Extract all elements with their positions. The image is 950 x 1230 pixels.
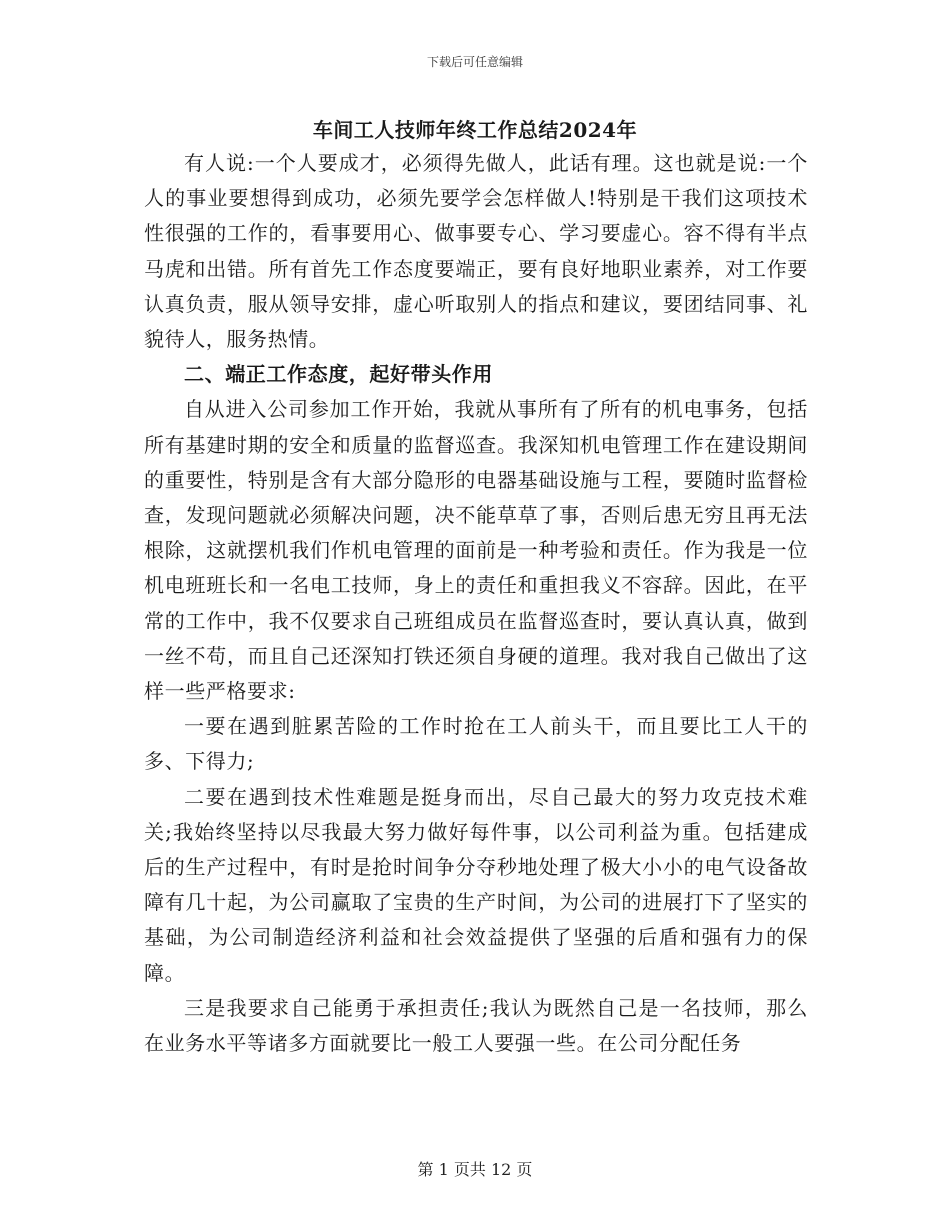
paragraph-requirement-2: 二要在遇到技术性难题是挺身而出，尽自己最大的努力攻克技术难关;我始终坚持以尽我最大努力做好每件事，以公司利益为重。包括建成后的生产过程中，有时是抢时间争分夺秒地处理了极大小小的电气设备故障有几十起，为公司赢取了宝贵的生产时间，为公司的进展打下了坚实的基础，为公司制造经济利益和社会效益提供了坚强的后盾和强有力的保障。 bbox=[144, 784, 808, 985]
paragraph-requirement-1: 一要在遇到脏累苦险的工作时抢在工人前头干，而且要比工人干的多、下得力; bbox=[144, 714, 808, 774]
header-note: 下载后可任意编辑 bbox=[426, 55, 523, 69]
section-heading: 二、端正工作态度，起好带头作用 bbox=[184, 362, 493, 387]
document-body bbox=[144, 146, 808, 1061]
page-footer: 第 1 页共 12 页 bbox=[417, 1160, 533, 1179]
paragraph-intro: 有人说:一个人要成才，必须得先做人，此话有理。这也就是说:一个人的事业要想得到成功，必须先要学会怎样做人!特别是干我们这项技术性很强的工作的，看事要用心、做事要专心、学习要虚心。容不得有半点马虎和出错。所有首先工作态度要端正，要有良好地职业素养，对工作要认真负责，服从领导安排，虚心听取别人的指点和建议，要团结同事、礼貌待人，服务热情。 bbox=[144, 151, 808, 352]
paragraph-work-attitude: 自从进入公司参加工作开始，我就从事所有了所有的机电事务，包括所有基建时期的安全和质量的监督巡查。我深知机电管理工作在建设期间的重要性，特别是含有大部分隐形的电器基础设施与工程，要随时监督检查，发现问题就必须解决问题，决不能草草了事，否则后患无穷且再无法根除，这就摆机我们作机电管理的面前是一种考验和责任。作为我是一位机电班班长和一名电工技师，身上的责任和重担我义不容辞。因此，在平常的工作中，我不仅要求自己班组成员在监督巡查时，要认真认真，做到一丝不苟，而且自己还深知打铁还须自身硬的道理。我对我自己做出了这样一些严格要求: bbox=[144, 397, 808, 704]
paragraph-requirement-3: 三是我要求自己能勇于承担责任;我认为既然自己是一名技师，那么在业务水平等诸多方面就要比一般工人要强一些。在公司分配任务 bbox=[144, 995, 808, 1056]
document-title: 车间工人技师年终工作总结2024年 bbox=[312, 118, 638, 142]
